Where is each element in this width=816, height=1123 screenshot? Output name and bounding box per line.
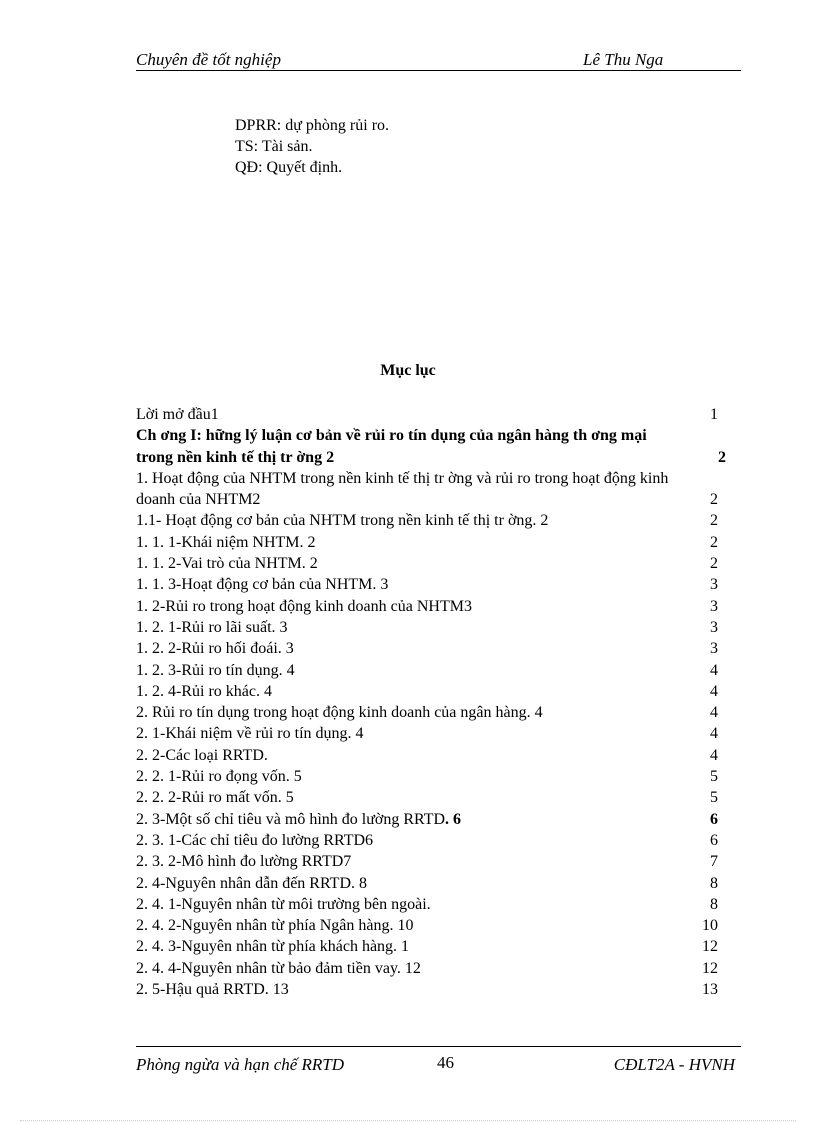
toc-entry-text: 2. 4. 1-Nguyên nhân từ môi trường bên ngoài. xyxy=(136,895,431,913)
toc-entry-text: Ch ơng I: hững lý luận cơ bản về rủi ro tín dụng của ngân hàng th ơng mại trong nền kinh tế thị tr ờng 2 xyxy=(136,427,647,466)
toc-entry xyxy=(136,723,726,744)
toc-entry-suffix: . 6 xyxy=(445,810,462,828)
toc-entry-text: 2. 4. 2-Nguyên nhân từ phía Ngân hàng. 10 xyxy=(136,917,414,935)
toc-entry-text: 2. 3. 1-Các chỉ tiêu đo lường RRTD6 xyxy=(136,831,374,849)
toc-entry xyxy=(136,660,726,681)
toc-entry-text: 1. 2. 2-Rủi ro hối đoái. 3 xyxy=(136,640,294,658)
page-footer xyxy=(136,1046,741,1074)
toc-entry-page: 3 xyxy=(710,597,718,615)
toc-entry-page: 12 xyxy=(702,959,718,977)
toc-entry xyxy=(136,404,726,425)
toc-entry-text: 1.1- Hoạt động cơ bản của NHTM trong nền kinh tế thị tr ờng. 2 xyxy=(136,512,549,530)
toc-entry-page: 10 xyxy=(702,917,718,935)
toc-entry xyxy=(136,574,726,595)
header-document-type: Chuyên đề tốt nghiệp xyxy=(136,50,281,69)
abbreviation-item: DPRR: dự phòng rủi ro. xyxy=(235,117,390,134)
toc-entry-text: 1. 2. 3-Rủi ro tín dụng. 4 xyxy=(136,661,295,679)
abbreviation-list xyxy=(235,115,389,178)
toc-entry-text: 2. 3-Một số chỉ tiêu và mô hình đo lường RRTD xyxy=(136,810,446,828)
toc-entry xyxy=(136,532,726,553)
toc-entry-page: 4 xyxy=(710,682,718,700)
toc-title: Mục lục xyxy=(380,362,436,379)
page-bottom-rule xyxy=(20,1120,796,1121)
toc-entry xyxy=(136,873,726,894)
header-author: Lê Thu Nga xyxy=(583,50,664,69)
table-of-contents xyxy=(136,404,726,1000)
toc-entry-text: 2. Rủi ro tín dụng trong hoạt động kinh doanh của ngân hàng. 4 xyxy=(136,704,543,722)
toc-entry-text: Lời mở đầu1 xyxy=(136,406,219,423)
toc-entry-text: 2. 4. 4-Nguyên nhân từ bảo đảm tiền vay. 12 xyxy=(136,959,421,977)
toc-entry-page: 8 xyxy=(710,874,718,892)
toc-entry-page: 2 xyxy=(710,555,718,573)
toc-entry-text: 2. 2. 1-Rủi ro đọng vốn. 5 xyxy=(136,768,302,786)
toc-entry-page: 4 xyxy=(710,746,718,764)
toc-entry-text: 2. 1-Khái niệm về rủi ro tín dụng. 4 xyxy=(136,725,364,743)
toc-entry-page: 6 xyxy=(710,831,718,849)
toc-entry-page: 12 xyxy=(702,938,718,956)
toc-entry xyxy=(136,979,726,1000)
toc-entry-page: 4 xyxy=(710,725,718,743)
toc-entry-text: 2. 3. 2-Mô hình đo lường RRTD7 xyxy=(136,853,352,871)
toc-entry-text: 2. 2-Các loại RRTD. xyxy=(136,746,268,764)
toc-entry xyxy=(136,510,726,531)
toc-entry xyxy=(136,809,726,830)
toc-entry-text: 1. 1. 2-Vai trò của NHTM. 2 xyxy=(136,555,318,573)
toc-entry-text: 1. 2. 1-Rủi ro lãi suất. 3 xyxy=(136,618,288,636)
toc-entry xyxy=(136,787,726,808)
toc-entry xyxy=(136,596,726,617)
toc-entry-text: 1. Hoạt động của NHTM trong nền kinh tế thị tr ờng và rủi ro trong hoạt động kinh doanh của NHTM2 xyxy=(136,469,669,509)
toc-entry-page: 13 xyxy=(702,981,718,999)
toc-entry xyxy=(136,936,726,957)
toc-entry-page: 6 xyxy=(710,810,718,828)
page-header xyxy=(136,48,741,71)
toc-entry xyxy=(136,425,726,468)
toc-entry-page: 5 xyxy=(710,789,718,807)
toc-entry-page: 3 xyxy=(710,576,718,594)
toc-entry-page: 2 xyxy=(710,533,718,551)
footer-topic: Phòng ngừa và hạn chế RRTD xyxy=(136,1055,345,1074)
toc-entry xyxy=(136,468,726,511)
footer-class: CĐLT2A - HVNH xyxy=(613,1055,735,1074)
toc-entry xyxy=(136,681,726,702)
toc-entry xyxy=(136,958,726,979)
toc-entry xyxy=(136,617,726,638)
toc-entry xyxy=(136,851,726,872)
abbreviation-item: TS: Tài sản. xyxy=(235,138,313,155)
toc-entry-page: 1 xyxy=(710,406,718,423)
toc-entry-page: 7 xyxy=(710,853,718,871)
toc-entry xyxy=(136,702,726,723)
page-number: 46 xyxy=(437,1053,454,1072)
toc-entry-text: 1. 1. 3-Hoạt động cơ bản của NHTM. 3 xyxy=(136,576,389,594)
toc-entry-text: 2. 4-Nguyên nhân dẫn đến RRTD. 8 xyxy=(136,874,367,892)
toc-entry-text: 1. 1. 1-Khái niệm NHTM. 2 xyxy=(136,533,316,551)
toc-entry xyxy=(136,915,726,936)
toc-entry xyxy=(136,553,726,574)
toc-entry-page: 4 xyxy=(710,661,718,679)
toc-entry xyxy=(136,830,726,851)
toc-entry-page: 2 xyxy=(710,512,718,530)
toc-entry-page: 2 xyxy=(718,448,726,466)
toc-entry-page: 2 xyxy=(710,491,718,509)
toc-entry-text: 1. 2. 4-Rủi ro khác. 4 xyxy=(136,682,272,700)
toc-entry-page: 5 xyxy=(710,768,718,786)
abbreviation-item: QĐ: Quyết định. xyxy=(235,159,343,176)
toc-entry-page: 4 xyxy=(710,704,718,722)
toc-entry xyxy=(136,766,726,787)
toc-entry-text: 2. 5-Hậu quả RRTD. 13 xyxy=(136,981,289,999)
toc-entry-page: 8 xyxy=(710,895,718,913)
toc-entry-text: 2. 2. 2-Rủi ro mất vốn. 5 xyxy=(136,789,294,807)
toc-entry-page: 3 xyxy=(710,640,718,658)
toc-entry xyxy=(136,638,726,659)
toc-entry-page: 3 xyxy=(710,618,718,636)
toc-entry xyxy=(136,894,726,915)
toc-entry-text: 1. 2-Rủi ro trong hoạt động kinh doanh của NHTM3 xyxy=(136,597,472,615)
toc-entry-text: 2. 4. 3-Nguyên nhân từ phía khách hàng. 1 xyxy=(136,938,410,956)
toc-entry xyxy=(136,745,726,766)
